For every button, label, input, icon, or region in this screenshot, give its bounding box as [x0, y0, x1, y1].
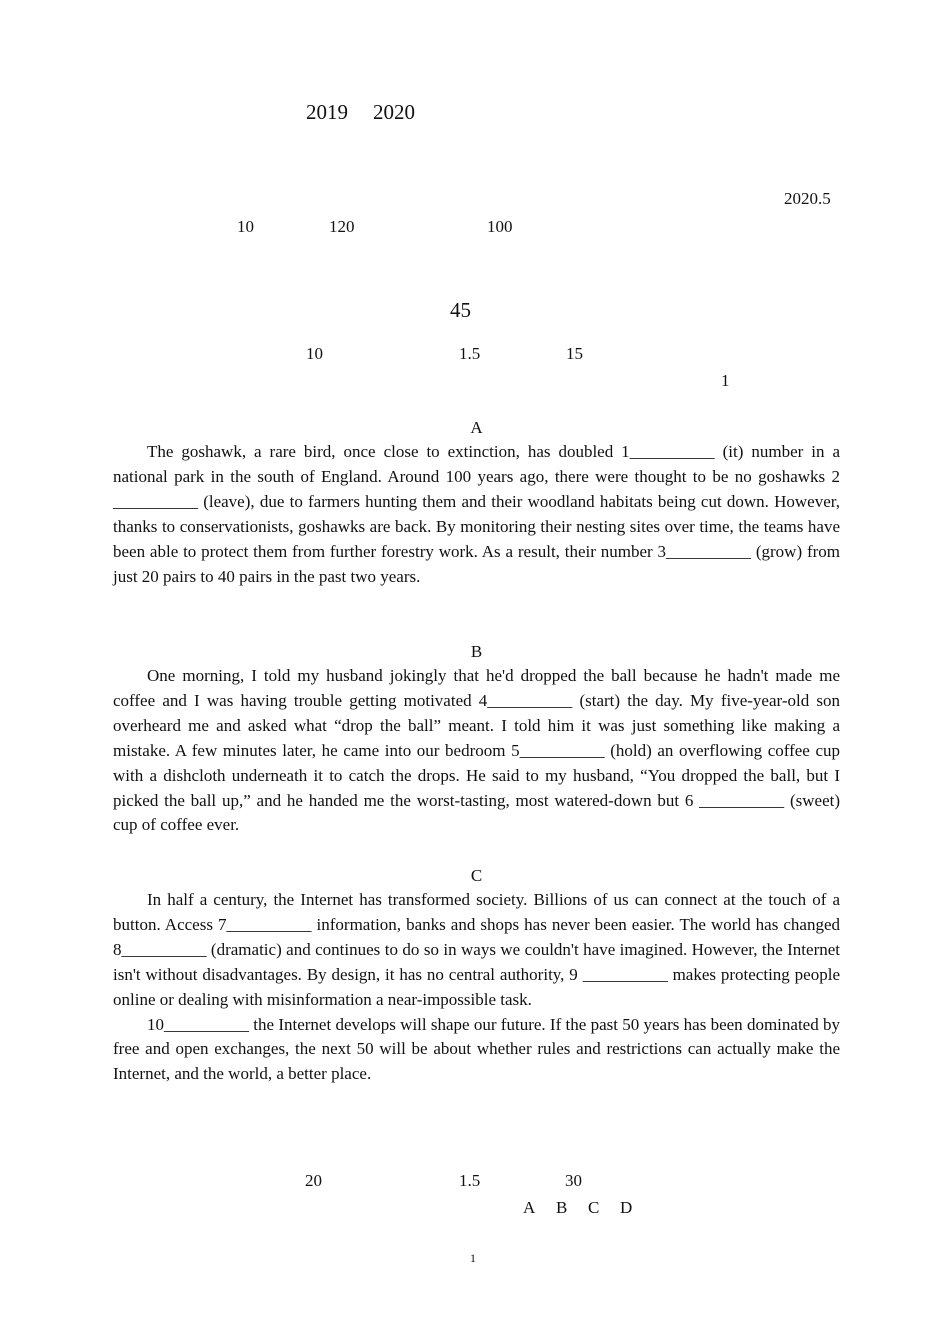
- page-number: 1: [470, 1251, 476, 1265]
- passage-c-label: C: [470, 866, 483, 885]
- exam-info-num-3: 100: [487, 217, 513, 236]
- passage-c-paragraph-2: 10__________ the Internet develops will shape our future. If the past 50 years has been dominated by free and open exchanges, the next 50 will be about whether rules and restrictions can actually make the Internet, and the world, a better place.: [113, 1014, 840, 1084]
- option-d: D: [620, 1198, 633, 1217]
- part1-total-score: 45: [450, 298, 471, 322]
- option-c: C: [588, 1198, 600, 1217]
- option-b: B: [556, 1198, 568, 1217]
- exam-date: 2020.5: [784, 189, 831, 208]
- exam-info-num-2: 120: [329, 217, 355, 236]
- option-a: A: [523, 1198, 536, 1217]
- part1-points-each: 1.5: [459, 344, 481, 363]
- part1-question-count: 10: [306, 344, 323, 363]
- passage-b-paragraph-1: One morning, I told my husband jokingly that he'd dropped the ball because he hadn't made me coffee and I was having trouble getting motivated 4__________ (start) the day. My five-year-old son overheard me and asked what “drop the ball” meant. I told him it was just something like making a mistake. A few minutes later, he came into our bedroom 5__________ (hold) an overflowing coffee cup with a dishcloth underneath it to catch the drops. He said to my husband, “You dropped the ball, but I picked the ball up,” and he handed me the worst-tasting, most watered-down but 6 __________ (sweet) cup of coffee ever.: [113, 666, 840, 835]
- year-start: 2019: [306, 100, 348, 124]
- part2-points-sum: 30: [565, 1171, 582, 1190]
- passage-c: [113, 888, 840, 1087]
- passage-b: [113, 664, 840, 838]
- passage-c-paragraph-1: In half a century, the Internet has transformed society. Billions of us can connect at the touch of a button. Access 7__________ information, banks and shops has never been easier. The world has changed 8__________ (dramatic) and continues to do so in ways we couldn't have imagined. However, the Internet isn't without disadvantages. By design, it has no central authority, 9 __________ makes protecting people online or dealing with misinformation a near-impossible task.: [113, 890, 840, 1009]
- part1-points-sum: 15: [566, 344, 583, 363]
- part2-question-count: 20: [305, 1171, 322, 1190]
- passage-a-paragraph-1: The goshawk, a rare bird, once close to extinction, has doubled 1__________ (it) number in a national park in the south of England. Around 100 years ago, there were thought to be no goshawks 2 __________ (leave), due to farmers hunting them and their woodland habitats being cut down. However, thanks to conservationists, goshawks are back. By monitoring their nesting sites over time, the teams have been able to protect them from further forestry work. As a result, their number 3__________ (grow) from just 20 pairs to 40 pairs in the past two years.: [113, 442, 840, 586]
- passage-b-label: B: [470, 642, 483, 661]
- part2-points-each: 1.5: [459, 1171, 481, 1190]
- part1-flag-number: 1: [721, 371, 730, 390]
- year-end: 2020: [373, 100, 415, 124]
- exam-info-num-1: 10: [237, 217, 254, 236]
- passage-a: [113, 440, 840, 589]
- passage-a-label: A: [470, 418, 483, 437]
